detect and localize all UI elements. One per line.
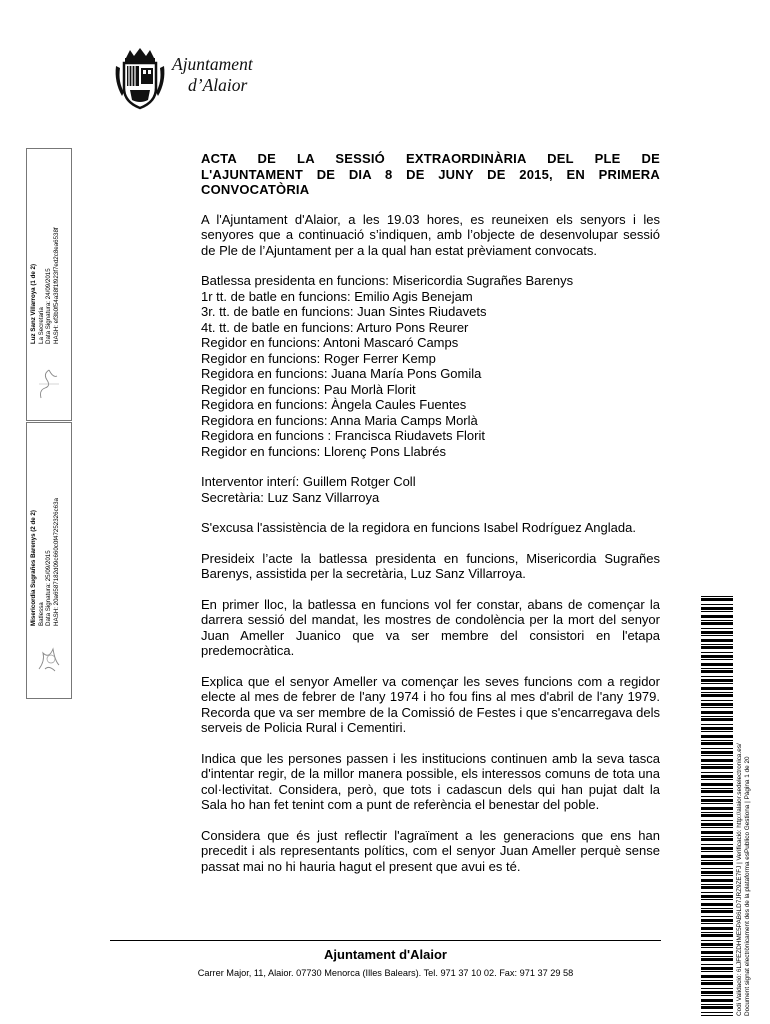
logo-line-2: d’Alaior [188, 75, 248, 95]
body-paragraph: S'excusa l'assistència de la regidora en funcions Isabel Rodríguez Anglada. [201, 520, 636, 535]
verification-line-1: Codi Validació: 6LJFEZDHME5PAB6LD7JRZ9ZE7FJ | Verificació: http://alaior.sedelectronica.es/ [736, 743, 743, 1016]
attendee-item: 3r. tt. de batle en funcions: Juan Sintes Riudavets [201, 304, 487, 319]
attendee-item: 4t. tt. de batle en funcions: Arturo Pons Reurer [201, 319, 469, 335]
signature-date: Data Signatura: 25/09/2015 [45, 550, 53, 626]
attendee-item: 1r tt. de batle en funcions: Emilio Agis Benejam [201, 288, 473, 304]
title-line: CONVOCATÒRIA [201, 182, 310, 197]
document-title [201, 151, 660, 198]
footer-divider [110, 940, 661, 941]
attendee-item: Regidora en funcions: Juana María Pons Gomila [201, 366, 482, 381]
footer-address: Carrer Major, 11, Alaior. 07730 Menorca (Illes Balears). Tel. 971 37 10 02. Fax: 971 37 29 58 [197, 968, 574, 978]
barcode-icon [701, 596, 733, 1016]
attendee-item: Regidora en funcions : Francisca Riudavets Florit [201, 428, 485, 443]
verification-line-2: Document signat electrònicament des de la plataforma esPublico Gestiona | Pàgina 1 de 20 [743, 756, 751, 1016]
body-paragraph: Explica que el senyor Ameller va començar les seves funcions com a regidor electe al mes de febrer de l'any 1974 i ho fou fins al mes d'abril de l'any 1979. Recorda que va ser membre de la Comissió de Festes i que s'encarregava dels serveis de Policia Rural i Cementiri. [201, 673, 660, 735]
official-item: Secretària: Luz Sanz Villarroya [201, 489, 380, 505]
ajuntament-logo [112, 46, 282, 116]
signer-role: Batlessa [37, 602, 45, 626]
signer-role: La Secretaria [37, 307, 45, 344]
body-paragraph: Presideix l’acte la batlessa presidenta en funcions, Misericordia Sugrañes Barenys, assistida per la secretària, Luz Sanz Villarroya. [201, 550, 660, 581]
body-paragraph: En primer lloc, la batlessa en funcions vol fer constar, abans de començar la darrera sessió del mandat, les mostres de condolència per la mort del senyor Juan Ameller Juanico que va ser membre del consistori en l'etapa predemocràtica. [201, 596, 660, 658]
signature-hash: HASH: ef3b0f54a38f1f923f7ed2c8ea6538f [52, 227, 60, 344]
attendee-item: Regidora en funcions: Àngela Caules Fuentes [201, 397, 467, 412]
signature-1-text [30, 227, 60, 344]
signature-date: Data Signatura: 24/09/2015 [45, 268, 53, 344]
footer-title: Ajuntament d'Alaior [324, 947, 447, 962]
signature-2-text [30, 498, 60, 626]
verification-text [736, 743, 752, 1016]
signature-box-1 [26, 148, 72, 421]
intro-paragraph: A l'Ajuntament d'Alaior, a les 19.03 hores, es reuneixen els senyors i les senyores que a continuació s’indiquen, amb l’objecte de desenvolupar sessió de Ple de l’Ajuntament per a la qual han estat prèviament convocats. [201, 211, 660, 258]
body-paragraph: Indica que les persones passen i les institucions continuen amb la seva tasca d'intentar regir, de la millor manera possible, els interessos comuns de tota una col·lectivitat. Considera, però, que tots i cadascun dels qui han pujat dalt la Sala ho han fet tenint com a punt de referència el benestar del poble. [201, 750, 660, 812]
title-line: L'AJUNTAMENT DE DIA 8 DE JUNY DE 2015, EN PRIMERA [201, 166, 660, 182]
document-body [201, 151, 660, 889]
attendee-item: Regidora en funcions: Anna Maria Camps Morlà [201, 412, 478, 428]
signature-box-2 [26, 422, 72, 699]
attendee-item: Regidor en funcions: Pau Morlà Florit [201, 381, 416, 397]
signature-scribble-icon [35, 364, 63, 404]
attendee-item: Batlessa presidenta en funcions: Misericordia Sugrañes Barenys [201, 273, 574, 288]
signer-name: Luz Sanz Villarroya (1 de 2) [30, 263, 37, 344]
attendee-item: Regidor en funcions: Llorenç Pons Llabrés [201, 443, 446, 459]
officials-list [201, 474, 660, 505]
attendee-item: Regidor en funcions: Antoni Mascaró Camps [201, 335, 459, 350]
coat-of-arms-icon [112, 46, 168, 110]
signature-hash: HASH: 20a6587182d09c660c0f47252326c63a [52, 498, 60, 626]
logo-line-1: Ajuntament [172, 54, 253, 74]
attendee-item: Regidor en funcions: Roger Ferrer Kemp [201, 350, 436, 366]
signature-scribble-icon [35, 639, 63, 679]
body-paragraph: Considera que és just reflectir l'agraïment a les generacions que ens han precedit i als representants polítics, com el senyor Juan Ameller perquè sense passat mai no hi hauria hagut el present que avui es té. [201, 827, 660, 874]
official-item: Interventor interí: Guillem Rotger Coll [201, 474, 416, 489]
title-line: ACTA DE LA SESSIÓ EXTRAORDINÀRIA DEL PLE DE [201, 151, 660, 166]
signer-name: Misericordia Sugrañes Barenys (2 de 2) [30, 510, 37, 626]
attendees-list [201, 273, 660, 459]
